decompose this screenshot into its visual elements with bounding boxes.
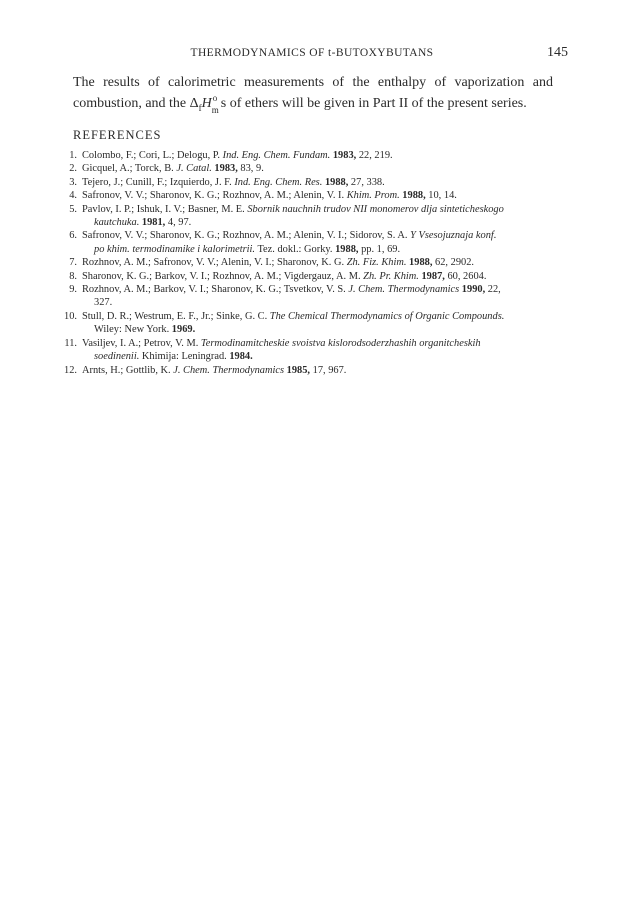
reference-year: 1987, [418, 270, 445, 282]
intro-symbol-h: H [201, 96, 212, 111]
reference-volume-pages: pp. 1, 69. [358, 243, 401, 255]
reference-year: 1983, [211, 163, 238, 175]
reference-authors: Rozhnov, A. M.; Safronov, V. V.; Alenin, V. I.; Sharonov, K. G. [82, 257, 347, 269]
reference-item-8 [58, 270, 558, 283]
reference-journal: Y Vsesojuznaja konf. [410, 230, 497, 242]
intro-sub-f: f [198, 102, 202, 113]
reference-continuation [82, 216, 558, 229]
reference-authors: Rozhnov, A. M.; Barkov, V. I.; Sharonov, K. G.; Tsvetkov, V. S. [82, 284, 349, 296]
reference-volume-pages: 83, 9. [237, 163, 264, 175]
reference-year: 1988, [335, 243, 359, 255]
reference-continuation [82, 323, 558, 336]
reference-number: 3. [69, 176, 77, 188]
intro-sub-m: m [211, 105, 219, 115]
reference-number: 7. [69, 257, 77, 269]
reference-number: 1. [69, 150, 77, 161]
reference-authors: Stull, D. R.; Westrum, E. F., Jr.; Sinke, G. C. [82, 310, 270, 322]
reference-journal: Termodinamitcheskie svoistva kislorodsoderzhashih organitcheskih [200, 337, 481, 349]
reference-number: 9. [69, 284, 77, 296]
reference-authors: Vasiljev, I. A.; Petrov, V. M. [82, 337, 201, 349]
reference-volume-pages: 62, 2902. [432, 257, 474, 269]
reference-year: 1969. [171, 324, 196, 336]
reference-year: 1984. [229, 351, 253, 363]
reference-volume-pages: 22, 219. [356, 150, 393, 161]
reference-item-4 [58, 189, 558, 202]
reference-number: 8. [69, 270, 77, 282]
reference-item-6 [58, 229, 558, 256]
reference-volume-pages: 27, 338. [348, 176, 385, 188]
reference-authors: Pavlov, I. P.; Ishuk, I. V.; Basner, M. E. [82, 203, 248, 215]
reference-continuation: 327. [94, 297, 113, 309]
intro-text-before: The results of calorimetric measurements of the enthalpy of vaporization and combustion, and the Δ [73, 75, 553, 111]
reference-item-5 [58, 203, 558, 230]
reference-publisher: Tez. dokl.: Gorky. [255, 243, 336, 255]
reference-authors: Sharonov, K. G.; Barkov, V. I.; Rozhnov, A. M.; Vigdergauz, A. M. [82, 270, 364, 282]
reference-journal: Khim. Prom. [346, 190, 400, 202]
reference-year: 1985, [284, 364, 311, 376]
reference-authors: Colombo, F.; Cori, L.; Delogu, P. [82, 150, 223, 161]
reference-item-7 [58, 256, 558, 269]
reference-item-9 [58, 283, 558, 310]
reference-continuation [82, 350, 558, 363]
reference-continuation [82, 243, 558, 256]
reference-journal-cont: kautchuka. [94, 217, 140, 229]
reference-item-11 [58, 337, 558, 364]
reference-volume-pages: 4, 97. [165, 217, 192, 229]
reference-number: 4. [69, 190, 77, 202]
reference-item-12 [58, 364, 558, 377]
reference-number: 11. [64, 337, 77, 349]
reference-journal: The Chemical Thermodynamics of Organic Compounds. [269, 310, 505, 322]
reference-journal: J. Chem. Thermodynamics [173, 364, 285, 376]
reference-journal: Zh. Fiz. Khim. [346, 257, 407, 269]
reference-year: 1983, [330, 150, 357, 161]
reference-number: 10. [64, 310, 77, 322]
reference-volume-pages: 60, 2604. [444, 270, 487, 282]
reference-journal: Sbornik nauchnih trudov NII monomerov dlja sinteticheskogo [247, 203, 504, 215]
reference-volume-pages: 10, 14. [425, 190, 457, 202]
reference-year: 1988, [406, 257, 433, 269]
reference-item-3 [58, 176, 558, 189]
intro-script-group [211, 93, 221, 115]
reference-year: 1990, [459, 284, 486, 296]
page-number: 145 [547, 45, 568, 60]
references-heading: REFERENCES [73, 128, 162, 142]
reference-journal: Ind. Eng. Chem. Fundam. [222, 150, 331, 161]
reference-item-2 [58, 162, 558, 175]
reference-item-10 [58, 310, 558, 337]
reference-authors: Tejero, J.; Cunill, F.; Izquierdo, J. F. [82, 176, 235, 188]
reference-year: 1981, [139, 217, 166, 229]
reference-number: 2. [69, 163, 77, 175]
intro-text-after: s of ethers will be given in Part II of the present series. [220, 96, 527, 111]
reference-year: 1988, [399, 190, 426, 202]
reference-number: 5. [69, 203, 77, 215]
reference-journal-cont: soedinenii. [94, 351, 140, 363]
reference-authors: Safronov, V. V.; Sharonov, K. G.; Rozhnov, A. M.; Alenin, V. I. [82, 190, 347, 202]
reference-volume-pages: 22, [485, 284, 501, 296]
reference-authors: Arnts, H.; Gottlib, K. [82, 364, 174, 376]
reference-number: 6. [69, 230, 77, 242]
reference-journal: Ind. Eng. Chem. Res. [234, 176, 323, 188]
intro-paragraph [73, 72, 553, 119]
reference-item-1 [58, 149, 558, 162]
intro-sup-o: o [212, 93, 218, 103]
reference-publisher: Wiley: New York. [94, 324, 172, 336]
reference-volume-pages: 17, 967. [310, 364, 347, 376]
reference-year: 1988, [322, 176, 349, 188]
reference-journal: J. Catal. [176, 163, 212, 175]
running-title: THERMODYNAMICS OF t-BUTOXYBUTANS [190, 47, 434, 59]
reference-journal: Zh. Pr. Khim. [363, 270, 419, 282]
reference-publisher: Khimija: Leningrad. [139, 351, 230, 363]
reference-authors: Safronov, V. V.; Sharonov, K. G.; Rozhnov, A. M.; Alenin, V. I.; Sidorov, S. A. [82, 230, 411, 242]
reference-number: 12. [64, 364, 77, 376]
page-header [0, 45, 624, 65]
reference-list [58, 149, 558, 377]
reference-journal-cont: po khim. termodinamike i kalorimetrii. [94, 243, 256, 255]
reference-journal: J. Chem. Thermodynamics [348, 284, 460, 296]
reference-authors: Gicquel, A.; Torck, B. [82, 163, 177, 175]
